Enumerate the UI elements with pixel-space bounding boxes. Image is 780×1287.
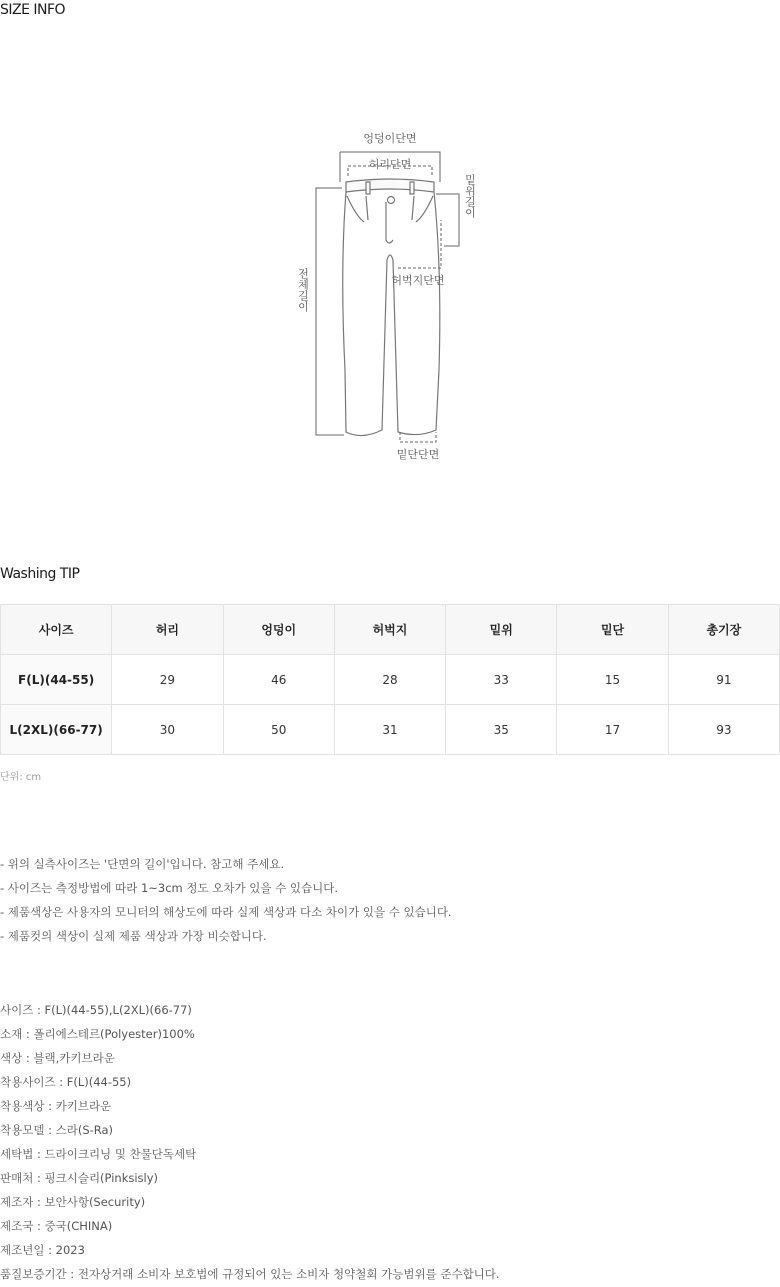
spec-line: 사이즈 : F(L)(44-55),L(2XL)(66-77) [0,1003,192,1017]
table-cell: 33 [446,655,557,705]
spec-line: 제조자 : 보안사항(Security) [0,1195,146,1209]
table-row [1,705,780,755]
label-waist: 허리단면 [368,158,412,171]
note-line: - 제품색상은 사용자의 모니터의 해상도에 따라 실제 색상과 다소 차이가 있을 수 있습니다. [0,905,452,919]
washing-tip-title: Washing TIP [0,566,80,582]
label-rise: 밑위길이 [463,174,477,218]
spec-line: 판매처 : 핑크시슬리(Pinksisly) [0,1171,159,1185]
table-cell: 93 [668,705,779,755]
size-table [0,604,780,755]
table-cell: 50 [223,705,334,755]
spec-line: 착용색상 : 카키브라운 [0,1099,112,1113]
table-cell: 91 [668,655,779,705]
unit-note: 단위: cm [0,772,42,783]
spec-line: 색상 : 블랙,카키브라운 [0,1051,115,1065]
product-specs [0,998,500,1286]
spec-line: 제조년일 : 2023 [0,1243,85,1257]
label-hip: 엉덩이단면 [363,132,417,145]
table-cell: 35 [446,705,557,755]
header-waist: 허리 [112,605,223,655]
table-cell: 46 [223,655,334,705]
pants-outline [343,179,440,436]
table-row [1,655,780,705]
table-cell: 29 [112,655,223,705]
header-size: 사이즈 [1,605,112,655]
note-line: - 제품컷의 색상이 실제 제품 색상과 가장 비슷합니다. [0,929,267,943]
spec-line: 착용사이즈 : F(L)(44-55) [0,1075,132,1089]
header-hem: 밑단 [557,605,668,655]
table-header-row [1,605,780,655]
spec-line: 세탁법 : 드라이크리닝 및 찬물단독세탁 [0,1147,197,1161]
table-cell: 17 [557,705,668,755]
note-line: - 사이즈는 측정방법에 따라 1~3cm 정도 오차가 있을 수 있습니다. [0,881,339,895]
header-hip: 엉덩이 [223,605,334,655]
table-cell: 28 [334,655,445,705]
header-thigh: 허벅지 [334,605,445,655]
header-total-length: 총기장 [668,605,779,655]
table-cell: 31 [334,705,445,755]
table-cell: 30 [112,705,223,755]
size-cell: F(L)(44-55) [1,655,112,705]
label-total-length: 전체길이 [296,268,310,312]
size-notes [0,852,452,948]
pants-measurement-diagram [0,120,780,480]
label-thigh: 허벅지단면 [391,274,445,287]
note-line: - 위의 실측사이즈는 '단면의 길이'입니다. 참고해 주세요. [0,857,285,871]
spec-line: 제조국 : 중국(CHINA) [0,1219,113,1233]
label-hem: 밑단단면 [396,448,440,461]
table-cell: 15 [557,655,668,705]
size-info-title: SIZE INFO [0,2,66,18]
spec-line: 착용모델 : 스라(S-Ra) [0,1123,114,1137]
spec-line: 품질보증기간 : 전자상거래 소비자 보호법에 규정되어 있는 소비자 청약철회 가능범위를 준수합니다. [0,1267,500,1281]
spec-line: 소재 : 폴리에스테르(Polyester)100% [0,1027,195,1041]
size-cell: L(2XL)(66-77) [1,705,112,755]
header-rise: 밑위 [446,605,557,655]
